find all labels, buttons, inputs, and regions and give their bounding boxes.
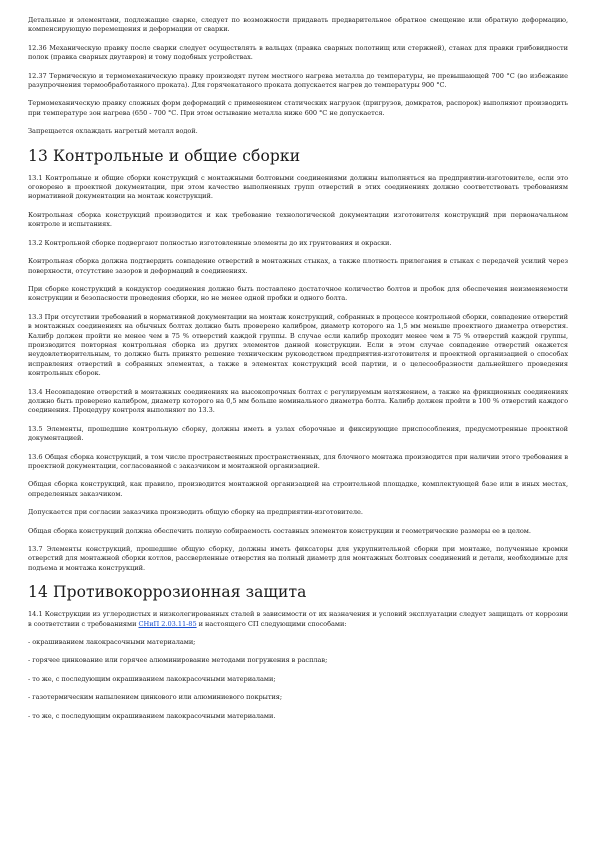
intro-text: 14.1 Конструкции из углеродистых и низколегированных сталей в зависимости от их назначения и условий эксплуатации следует защищать от коррозии в соответствии с требованиями <box>28 610 568 628</box>
paragraph: Допускается при согласии заказчика производить общую сборку на предприятии-изготовителе. <box>28 508 363 517</box>
list-item: - окрашиванием лакокрасочными материалами; <box>28 638 196 647</box>
paragraph: Запрещается охлаждать нагретый металл водой. <box>28 127 198 136</box>
paragraph: 13.3 При отсутствии требований в нормативной документации на монтаж конструкций, собранных в процессе контрольной сборки, совпадение отверстий в монтажных соединениях на обычных болтах должно быть проверено калибром, диаметр которого на 1,5 мм меньше проектного диаметра отверстия. Калибр должен пройти не менее чем в 75 % отверстий каждой группы. В случае если калибр проходит менее чем в 75 % отверстий каждой группы, производится повторная контрольная сборка из других элементов данной конструкции. Если в этом случае совпадение отверстий окажется неудовлетворительным, то должно быть принято решение техническим руководством предприятия-изготовителя и проектной организацией о способах исправления отверстий в собранных элементах, а также в элементах конструкций всей партии, и о целесообразности дальнейшего проведения контрольных сборок. <box>28 312 568 378</box>
paragraph: Общая сборка конструкций, как правило, производится монтажной организацией на строительной площадке, комплектующей базе или в иных местах, определенных заказчиком. <box>28 480 568 498</box>
section-heading-13: 13 Контрольные и общие сборки <box>28 146 301 165</box>
section-heading-14: 14 Противокоррозионная защита <box>28 583 307 602</box>
paragraph: 12.37 Термическую и термомеханическую правку производят путем местного нагрева металла до температуры, не превышающей 700 °С (во избежание разупрочнения термообработанного проката). Для горячекатаного проката допускается нагрев до температуры 900 °С. <box>28 71 568 90</box>
document-page <box>28 16 568 730</box>
paragraph: 13.2 Контрольной сборке подвергают полностью изготовленные элементы до их грунтования и окраски. <box>28 238 392 247</box>
paragraph: 13.6 Общая сборка конструкций, в том числе пространственных пространственных, для блочного монтажа производится при наличии этого требования в проектной документации, согласованной с заказчиком и монтажной организацией. <box>28 452 568 470</box>
paragraph: Детальные и элементами, подлежащие сварке, следует по возможности придавать предварительное обратное смещение или обратную деформацию, компенсирующую перемещения и деформации от сварки. <box>28 16 568 34</box>
paragraph: Общая сборка конструкций должна обеспечить полную собираемость составных элементов конструкции и геометрические размеры ее в целом. <box>28 526 531 535</box>
paragraph: 13.7 Элементы конструкций, прошедшие общую сборку, должны иметь фиксаторы для укрупнительной сборки при монтаже, полученные кромки отверстий для монтажной сборки котлов, рассверленные отверстия на полный диаметр для монтажных болтовых соединений и детали, необходимые для подъема и монтажа конструкций. <box>28 545 568 572</box>
paragraph: 13.5 Элементы, прошедшие контрольную сборку, должны иметь в узлах сборочные и фиксирующие приспособления, предусмотренные проектной документацией. <box>28 424 568 443</box>
paragraph <box>28 610 568 629</box>
list-item: - то же, с последующим окрашиванием лакокрасочными материалами; <box>28 674 276 683</box>
intro-text: и настоящего СП следующими способами: <box>196 619 347 628</box>
list-item: - газотермическим напылением цинкового или алюминиевого покрытия; <box>28 693 283 702</box>
paragraph: 12.36 Механическую правку после сварки следует осуществлять в вальцах (правка сварных полотнищ или стержней), станах для правки грибовидности полок (правка сварных двутавров) и тому подобных устройствах. <box>28 43 568 62</box>
paragraph: При сборке конструкций в кондуктор соединения должно быть поставлено достаточное количество болтов и пробок для обеспечения неизменяемости конструкции и безопасности проведения сборки, но не менее одной пробки и одного болта. <box>28 284 568 303</box>
list-item: - то же, с последующим окрашиванием лакокрасочными материалами. <box>28 711 276 720</box>
snip-link[interactable]: СНиП 2.03.11-85 <box>138 619 197 628</box>
paragraph: Контрольная сборка должна подтвердить совпадение отверстий в монтажных стыках, а также плотность прилегания в стыках с передачей усилий через поверхности, отсутствие зазоров и деформаций в соединениях. <box>28 257 568 275</box>
paragraph: Контрольная сборка конструкций производится и как требование технологической документации изготовителя конструкций при первоначальном контроле и испытаниях. <box>28 210 568 229</box>
paragraph: 13.1 Контрольные и общие сборки конструкций с монтажными болтовыми соединениями должны выполняться на предприятии-изготовителе, если это оговорено в проектной документации, при этом качество выполненных групп отверстий в этих соединениях должно соответствовать требованиям нормативной документации на монтаж конструкций. <box>28 173 568 201</box>
paragraph: Термомеханическую правку сложных форм деформаций с применением статических нагрузок (пригрузов, домкратов, распорок) выполняют производить при температуре зон нагрева (650 - 700 °С. При этом остывание металла ниже 600 °С не допускается. <box>28 99 568 117</box>
list-item: - горячее цинкование или горячее алюминирование методами погружения в расплав; <box>28 656 328 665</box>
paragraph: 13.4 Несовпадение отверстий в монтажных соединениях на высокопрочных болтах с регулируемым натяжением, а также на фрикционных соединениях должно быть проверено калибром, диаметр которого на 0,5 мм больше номинального диаметра болта. Калибр должен пройти в 100 % отверстий каждого соединения. Процедуру контроля выполняют по 13.3. <box>28 387 568 415</box>
